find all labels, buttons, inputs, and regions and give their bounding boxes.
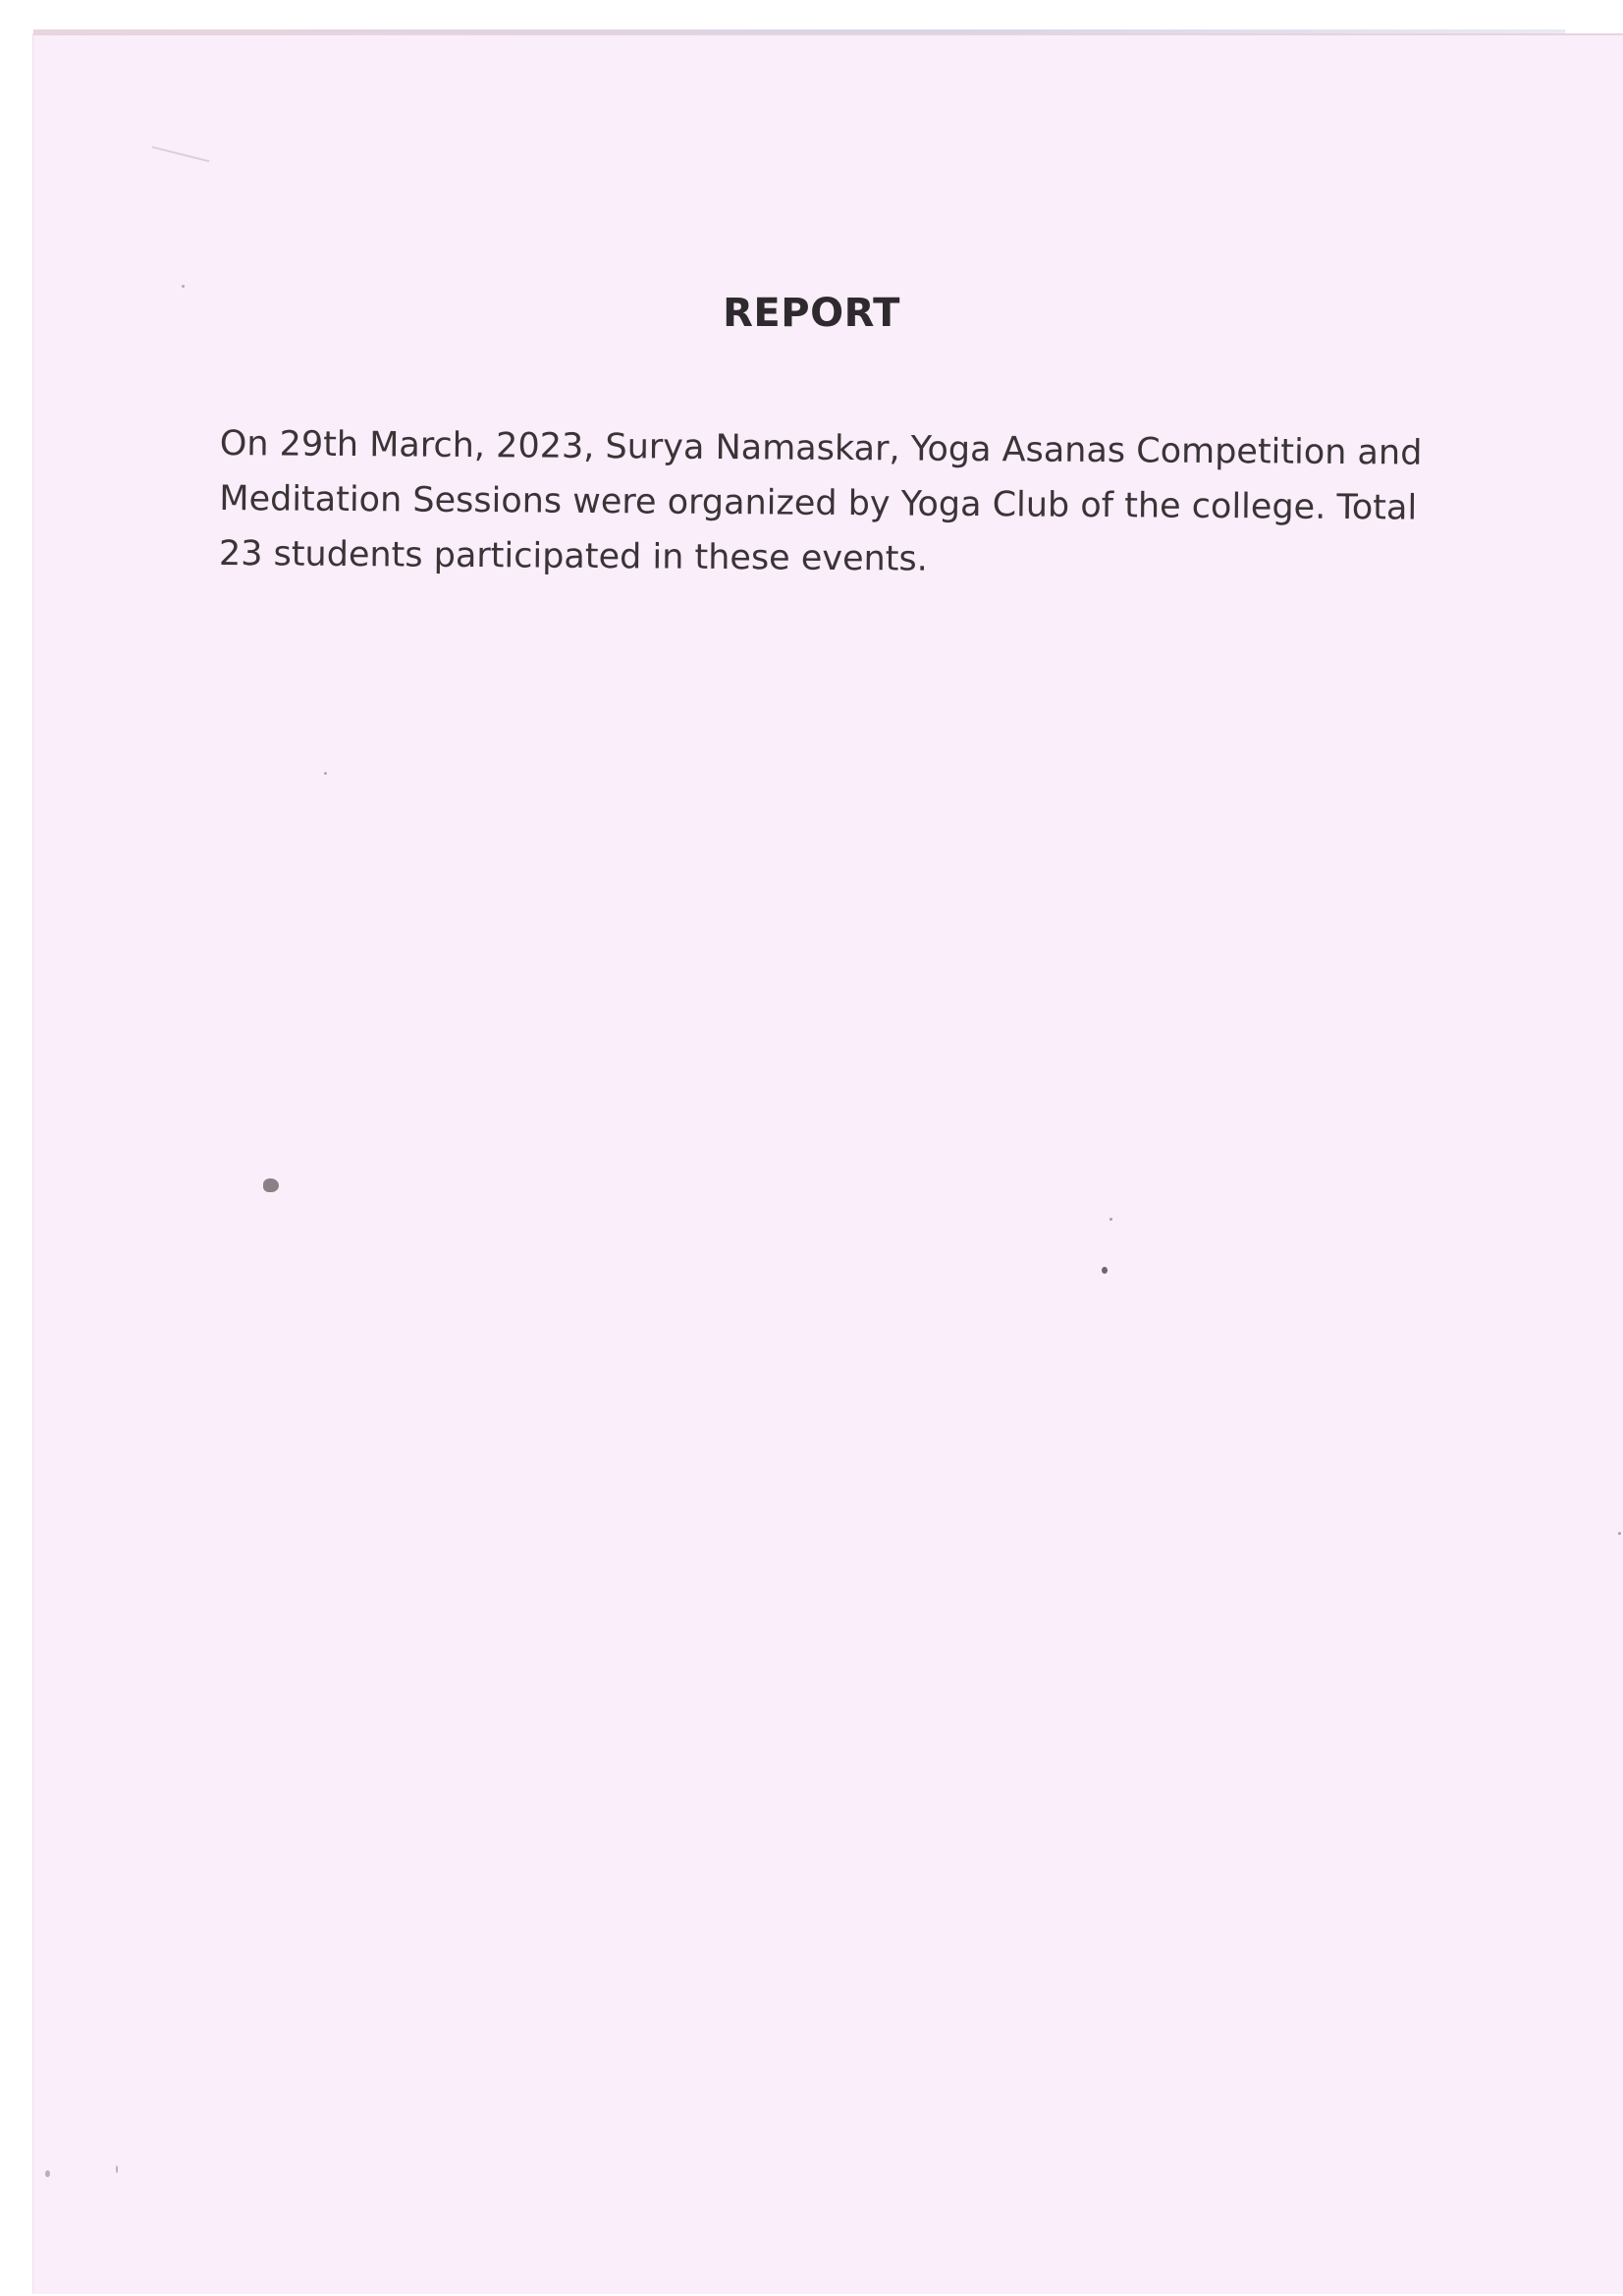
report-body-line: On 29th March, 2023, Surya Namaskar, Yoga Asanas Competition and [219, 423, 1423, 473]
ink-speck [1618, 1532, 1621, 1535]
report-heading: REPORT [723, 291, 900, 336]
paper-mark [152, 146, 210, 162]
ink-speck [1102, 1267, 1108, 1274]
ink-speck [182, 285, 185, 288]
report-body [219, 416, 1457, 591]
ink-speck [1109, 1218, 1112, 1221]
paper-sheet [33, 33, 1623, 2294]
report-body-line: 23 students participated in these events. [218, 533, 929, 579]
ink-speck [324, 772, 327, 775]
ink-speck [263, 1178, 279, 1192]
report-body-line: Meditation Sessions were organized by Yoga Club of the college. Total [219, 478, 1418, 528]
ink-speck [45, 2170, 50, 2177]
ink-speck [116, 2165, 118, 2173]
